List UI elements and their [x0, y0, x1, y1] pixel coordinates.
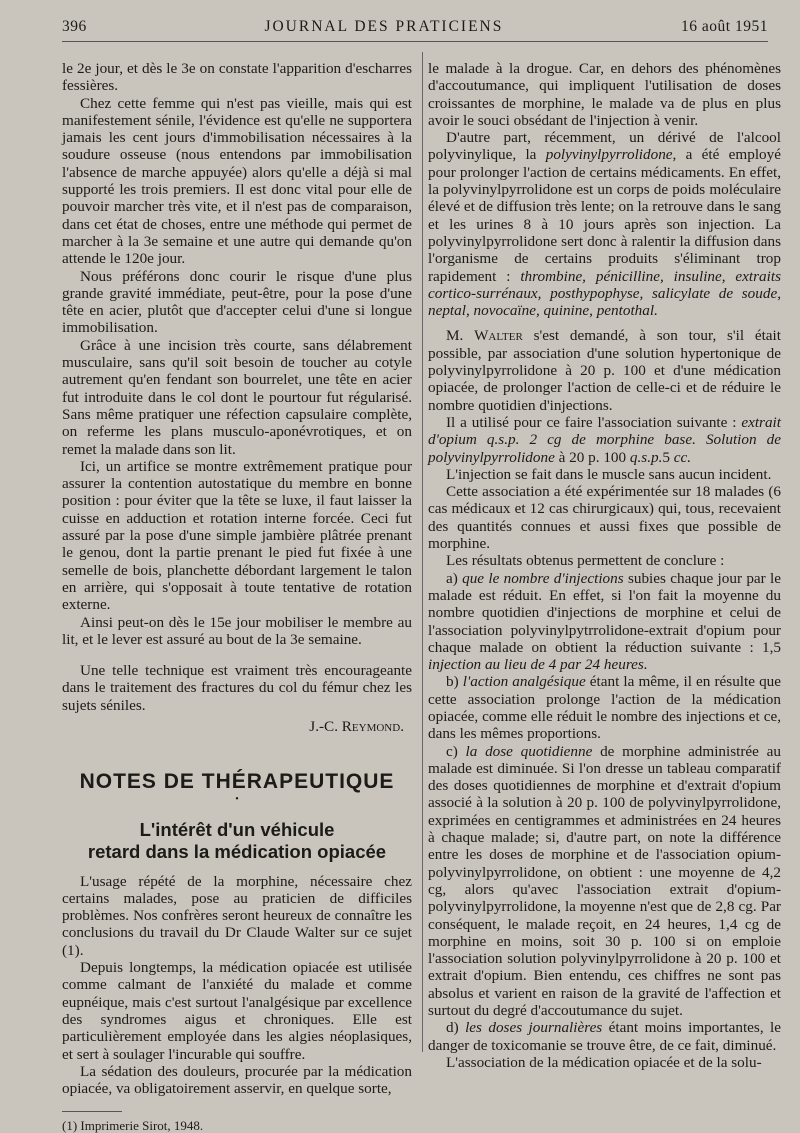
paragraph: Cette association a été expérimentée sur 18 malades (6 cas médicaux et 12 cas chirurgicaux) qui, tous, recevaient des quantités connues et aussi fixes que possible de morphine. [428, 483, 781, 553]
section-title: NOTES DE THÉRAPEUTIQUE [79, 770, 395, 794]
paragraph: Les résultats obtenus permettent de conclure : [446, 552, 725, 570]
paragraph [428, 129, 781, 319]
italic-run: injection au lieu de 4 par 24 heures. [428, 656, 648, 674]
text-run: b) [446, 673, 463, 691]
text-run: a) [446, 569, 463, 587]
header-rule [62, 41, 768, 42]
italic-run: extrait d'opium q.s.p. 2 cg de morphine base. Solution de polyvinylpyrrolidone [428, 413, 781, 466]
italic-run: que le nombre d'injections [462, 569, 624, 587]
italic-run: thrombine, pénicilline, insuline, extraits cortico-surrénaux, posthypophyse, salicylate de soude, neptal, novocaïne, quinine, pentothal. [428, 267, 781, 320]
paragraph: Une telle technique est vraiment très encourageante dans le traitement des fractures du col du fémur chez les sujets séniles. [62, 662, 412, 714]
article-title-line: L'intérêt d'un véhicule [139, 818, 335, 840]
running-header [62, 18, 768, 36]
text-run: s'est demandé, à son tour, s'il était possible, par association d'une solution hypertonique de polyvinylpyrrolidone à 20 p. 100 et d'une médication opiacée, de prolonger l'action de celle-ci et de réduire le nombre quotidien d'injections. [428, 327, 781, 414]
text-run: étant moins importantes, le danger de toxicomanie se trouve être, de ce fait, diminué. [428, 1019, 781, 1054]
journal-title: JOURNAL DES PRATICIENS [264, 18, 504, 35]
italic-run: cc. [673, 448, 692, 466]
paragraph: L'association de la médication opiacée et de la solu- [446, 1053, 762, 1071]
text-run: M. [446, 327, 475, 345]
paragraph: Grâce à une incision très courte, sans délabrement musculaire, sans qu'il soit besoin de toucher au cotyle autrement qu'en fendant son bourrelet, une tête en acier fut introduite dans le col dont le pourtour fut régularisé. Sans même pratiquer une réfection capsulaire complète, on referme les plans musculo-aponévrotiques, et on remet la malade dans son lit. [62, 336, 412, 458]
text-run: , a été employé pour prolonger l'action de certains médicaments. En effet, la polyvinylpyrrolidone est un corps de poids moléculaire élevé et de diffusion très lente; on la retrouve dans le sang et les urines 8 à 10 jours après son injection. La polyvinylpyrrolidone sert donc à ralentir la diffusion dans l'organisme de certains produits s'éliminant trop rapidement : [428, 146, 781, 285]
paragraph [428, 743, 781, 1020]
text-run: D'autre part, récemment, un dérivé de l'alcool polyvinylique, la [428, 129, 781, 164]
spacer [428, 319, 781, 327]
text-run: subies chaque jour par le malade est réduit. En effet, si l'on fait la moyenne du nombre quotidien d'injections de morphine et celui de l'association polyvinylpytrrolidone-extrait d'opium pour chaque malade on obtient la réduction suivante : 1,5 [428, 569, 781, 656]
article-title-line: retard dans la médication opiacée [87, 840, 387, 862]
page-number: 396 [62, 18, 87, 35]
spacer [62, 648, 412, 662]
author-name: Walter [474, 327, 523, 345]
paragraph: L'usage répété de la morphine, nécessaire chez certains malades, pose au praticien de difficiles problèmes. Nos confrères seront heureux de connaître les conclusions du travail du Dr Claude Walter sur ce sujet (1). [62, 872, 412, 959]
paragraph: Depuis longtemps, la médication opiacée est utilisée comme calmant de l'anxiété du malade et comme eupnéique, mais c'est surtout l'analgésique par excellence des syndromes aigus et chroniques. Elle est particulièrement employée dans les algies néoplasiques, et sert à soulager l'incurable qui souffre. [62, 959, 412, 1063]
section-ornament: • [235, 793, 239, 805]
paragraph: L'injection se fait dans le muscle sans aucun incident. [446, 465, 772, 483]
paragraph [428, 673, 781, 742]
text-run: d) [446, 1019, 466, 1037]
italic-run: q.s.p. [629, 448, 663, 466]
text-run: étant la même, il en résulte que cette association prolonge l'action de la médication opiacée, comme elle réduit le nombre des injections et ce, dans les mêmes proportions. [428, 673, 781, 743]
italic-run: la dose quotidienne [465, 742, 593, 760]
paragraph: La sédation des douleurs, procurée par la médication opiacée, va obligatoirement asservir, en quelque sorte, [62, 1062, 412, 1098]
paragraph: Nous préférons donc courir le risque d'une plus grande gravité immédiate, peut-être, pour la pose d'une tête en acier, plutôt que d'accepter celui d'une si longue immobilisation. [62, 267, 412, 337]
column-divider [422, 52, 423, 1052]
text-run: 5 [662, 448, 674, 466]
text-run: c) [446, 742, 466, 760]
paragraph: Ici, un artifice se montre extrêmement pratique pour assurer la contention autostatique du membre en bonne position : pour éviter que la tête se luxe, il faut laisser la cuisse en adduction et rotation interne forcée. Ceci fut assuré par la pose d'une simple jambière plâtrée prenant le genou, dont la partie prenant le pied fut fixée à une semelle de bois, planchette débordant largement le talon en arrière, qui s'opposait à toute tentative de rotation externe. [62, 457, 412, 614]
paragraph: le malade à la drogue. Car, en dehors des phénomènes d'accoutumance, qui impliquent l'utilisation de doses croissantes de morphine, le malade va de plus en plus avoir le souci obsédant de l'injection à venir. [428, 60, 781, 129]
footnote-rule [62, 1111, 122, 1112]
paragraph: Ainsi peut-on dès le 15e jour mobiliser le membre au lit, et le lever est assuré au bout de la 3e semaine. [62, 613, 412, 648]
italic-run: l'action analgésique [462, 673, 586, 691]
paragraph [428, 414, 781, 466]
text-run: à 20 p. 100 [554, 448, 630, 466]
italic-run: les doses journalières [465, 1019, 603, 1037]
paragraph [428, 327, 781, 413]
paragraph [428, 570, 781, 674]
paragraph: Chez cette femme qui n'est pas vieille, mais qui est manifestement sénile, l'évidence est qu'elle ne supportera jamais les cent jours d'immobilisation nécessaires à la soudure osseuse (nous entendons par immobilisation l'absence de marche appuyée) alors qu'elle a déjà si mal supporté les trois premiers. Il est donc vital pour elle de pouvoir marcher très vite, et il n'est pas de comparaison, dans cet état de choses, entre une méthode qui permet de marcher à la 3e semaine et une autre qui demande qu'on attende le 120e jour. [62, 94, 412, 268]
article-title [62, 819, 412, 863]
left-column [62, 60, 412, 1133]
text-run: Il a utilisé pour ce faire l'association suivante : [446, 413, 742, 431]
paragraph [428, 1019, 781, 1054]
italic-run: polyvinylpyrrolidone [545, 146, 673, 164]
text-run: de morphine administrée au malade est diminuée. Si l'on dresse un tableau comparatif des doses quotidiennes de morphine et d'extrait d'opium associé à la solution à 20 p. 100 de polyvinylpyrrolidone, exprimées en centigrammes et administrées en 24 heures à chaque malade; si, d'autre part, on note la différence entre les doses de morphine et de l'association opium-polyvinylpyrrolidone, on obtient : une moyenne de 4,2 cg, alors qu'avec l'association extrait d'opium-polyvinylpyrrolidone, la moyenne n'est que de 2,8 cg. Par conséquent, le malade reçoit, en 24 heures, 1,4 cg de morphine en moins, soit 30 p. 100 si on emploie l'association solution polyvinylpyrrolidone à 20 p. 100 et extrait d'opium. Bien entendu, ces chiffres ne sont pas absolus et varient en raison de la gravité de l'affection et surtout du degré d'accoutumance du sujet. [428, 742, 781, 1020]
right-column [428, 60, 781, 1071]
footnote: (1) Imprimerie Sirot, 1948. [62, 1118, 204, 1133]
issue-date: 16 août 1951 [681, 18, 768, 35]
paragraph: le 2e jour, et dès le 3e on constate l'apparition d'escharres fessières. [62, 60, 412, 95]
author-signature: J.-C. Reymond. [309, 717, 404, 735]
